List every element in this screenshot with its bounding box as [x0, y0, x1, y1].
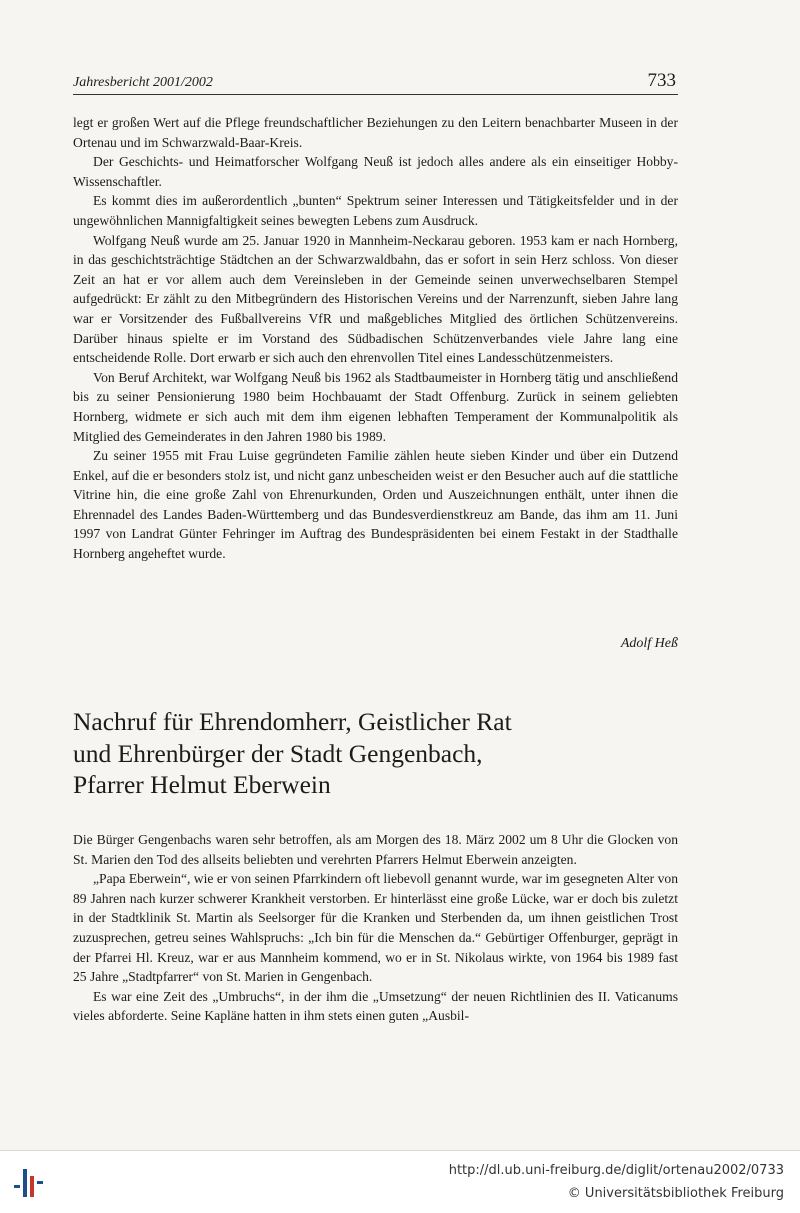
copyright-notice: © Universitätsbibliothek Freiburg: [567, 1186, 784, 1201]
paragraph: Der Geschichts- und Heimatforscher Wolfgang Neuß ist jedoch alles andere als ein einseitiger Hobby-Wissenschaftler.: [73, 154, 678, 189]
paragraph: Von Beruf Architekt, war Wolfgang Neuß bis 1962 als Stadtbaumeister in Hornberg tätig und anschließend bis zu seiner Pensionierung 1980 beim Hochbauamt der Stadt Offenburg. Zurück in seinem geliebten Hornberg, widmete er sich auch mit dem ihm eigenen lebhaften Temperament der Kommunalpolitik als Mitglied des Gemeinderates in den Jahren 1980 bis 1989.: [73, 369, 678, 444]
heading-line: Pfarrer Helmut Eberwein: [73, 770, 331, 799]
page-number: 733: [647, 70, 676, 91]
library-logo-icon: [10, 1163, 50, 1203]
running-header: [73, 66, 678, 95]
permalink-url[interactable]: http://dl.ub.uni-freiburg.de/diglit/ortenau2002/0733: [448, 1163, 784, 1178]
paragraph: Zu seiner 1955 mit Frau Luise gegründeten Familie zählen heute sieben Kinder und über ein Dutzend Enkel, auf die er besonders stolz ist, und nicht ganz unbescheiden weist er den Besucher auch auf die stattliche Vitrine hin, die eine große Zahl von Ehrenurkunden, Orden und Auszeichnungen enthält, unter ihnen die Ehrennadel des Landes Baden-Württemberg und das Bundesverdienstkreuz am Bande, das ihm am 11. Juni 1997 von Landrat Günter Fehringer im Auftrag des Bundespräsidenten bei einem Festakt in der Stadthalle Hornberg angeheftet wurde.: [73, 448, 678, 562]
obituary-body: [73, 830, 678, 1026]
journal-title: Jahresbericht 2001/2002: [73, 75, 213, 90]
paragraph: Es war eine Zeit des „Umbruchs“, in der ihm die „Umsetzung“ der neuen Richtlinien des II. Vaticanums vieles abforderte. Seine Kapläne hatten in ihm stets einen guten „Ausbil-: [73, 988, 678, 1024]
paragraph: Die Bürger Gengenbachs waren sehr betroffen, als am Morgen des 18. März 2002 um 8 Uhr die Glocken von St. Marien den Tod des allseits beliebten und verehrten Pfarrers Helmut Eberwein anzeigten.: [73, 832, 678, 867]
paragraph: legt er großen Wert auf die Pflege freundschaftlicher Beziehungen zu den Leitern benachbarter Museen in der Ortenau und im Schwarzwald-Baar-Kreis.: [73, 115, 678, 150]
heading-line: und Ehrenbürger der Stadt Gengenbach,: [73, 738, 483, 768]
paragraph: Wolfgang Neuß wurde am 25. Januar 1920 in Mannheim-Neckarau geboren. 1953 kam er nach Hornberg, in das geschichtsträchtige Städtchen an der Schwarzwaldbahn, das er sofort in sein Herz schloss. Von dieser Zeit an hat er vor allem auch dem Vereinsleben in der Gemeinde seinen unverwechselbaren Stempel aufgedrückt: Er zählt zu den Mitbegründern des Historischen Vereins und der Narrenzunft, sieben Jahre lang war er Vorsitzender des Fußballvereins VfR und maßgebliches Mitglied des örtlichen Schützenvereins. Darüber hinaus spielte er im Vorstand des Südbadischen Schützenverbandes viele Jahre lang eine entscheidende Rolle. Dort erwarb er sich auch den ehrenvollen Titel eines Landesschützenmeisters.: [73, 232, 678, 366]
paragraph: „Papa Eberwein“, wie er von seinen Pfarrkindern oft liebevoll genannt wurde, war im gesegneten Alter von 89 Jahren nach kurzer schwerer Krankheit verstorben. Er hinterlässt eine große Lücke, war er doch bis zuletzt in der Stadtklinik St. Martin als Seelsorger für die Kranken und Sterbenden da, um ihnen geistlichen Trost zuzusprechen, getreu seines Wahlspruchs: „Ich bin für die Menschen da.“ Gebürtiger Offenburger, geprägt in der Pfarrei Hl. Kreuz, war er aus Mannheim kommend, wo er in St. Nikolaus wirkte, von 1964 bis 1989 fast 25 Jahre „Stadtpfarrer“ von St. Marien in Gengenbach.: [73, 871, 678, 985]
heading-line: Nachruf für Ehrendomherr, Geistlicher Rat: [73, 707, 512, 736]
article-continuation: [73, 113, 678, 564]
author-signature: Adolf Heß: [620, 636, 678, 651]
viewer-footer: [0, 1150, 800, 1213]
obituary-heading: [73, 706, 678, 801]
paragraph: Es kommt dies im außerordentlich „bunten“ Spektrum seiner Interessen und Tätigkeitsfelder und in der ungewöhnlichen Mannigfaltigkeit seines bewegten Lebens zum Ausdruck.: [73, 193, 678, 228]
